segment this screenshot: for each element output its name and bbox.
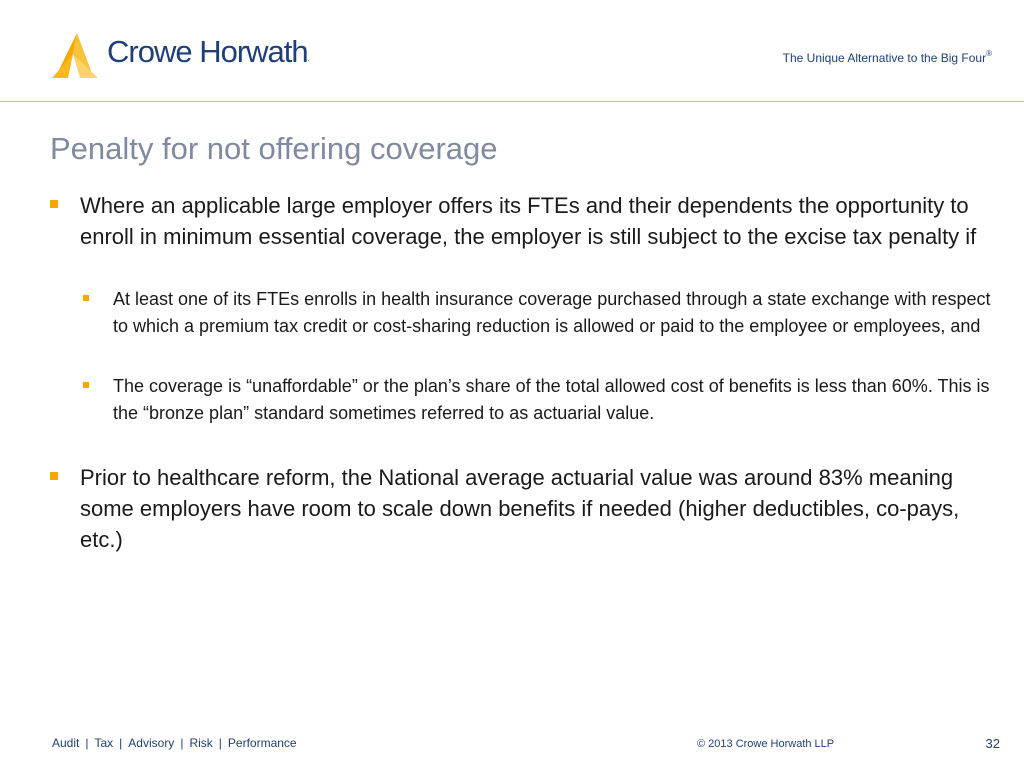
bullet-item: [80, 190, 1000, 252]
service-risk: Risk: [189, 736, 213, 750]
square-bullet-icon: [83, 295, 89, 301]
footer-separator: |: [85, 736, 89, 750]
bullet-text: Prior to healthcare reform, the National average actuarial value was around 83% meaning some employers have room to scale down benefits if needed (higher deductibles, co-pays, etc.): [80, 465, 960, 552]
registered-mark: ®: [986, 49, 992, 58]
footer-services: [52, 736, 297, 750]
footer-separator: |: [218, 736, 222, 750]
logo-wordmark: [107, 34, 310, 70]
service-tax: Tax: [94, 736, 114, 750]
page-number: 32: [985, 736, 1000, 751]
sub-bullet-item: [113, 286, 1003, 340]
slide-title: Penalty for not offering coverage: [50, 131, 498, 166]
crowe-logo-mark-icon: [50, 32, 102, 80]
service-audit: Audit: [52, 736, 80, 750]
service-performance: Performance: [227, 736, 297, 750]
footer-separator: |: [180, 736, 184, 750]
tagline-text: The Unique Alternative to the Big Four: [782, 51, 987, 65]
footer-separator: |: [119, 736, 123, 750]
square-bullet-icon: [50, 472, 58, 480]
sub-bullet-text: The coverage is “unaffordable” or the plan’s share of the total allowed cost of benefits is less than 60%. This is the “bronze plan” standard sometimes referred to as actuarial value.: [113, 376, 990, 423]
logo-dot: .: [307, 56, 310, 63]
square-bullet-icon: [83, 382, 89, 388]
header-divider: [0, 101, 1024, 102]
bullet-item: [80, 462, 1000, 555]
sub-bullet-text: At least one of its FTEs enrolls in health insurance coverage purchased through a state exchange with respect to which a premium tax credit or cost-sharing reduction is allowed or paid to the employee or employees, and: [113, 289, 991, 336]
square-bullet-icon: [50, 200, 58, 208]
header-tagline: [783, 51, 992, 65]
service-advisory: Advisory: [128, 736, 175, 750]
sub-bullet-item: [113, 373, 1003, 427]
logo-name: Crowe Horwath: [107, 34, 308, 69]
copyright: © 2013 Crowe Horwath LLP: [697, 738, 835, 750]
bullet-text: Where an applicable large employer offers its FTEs and their dependents the opportunity to enroll in minimum essential coverage, the employer is still subject to the excise tax penalty if: [80, 193, 977, 249]
